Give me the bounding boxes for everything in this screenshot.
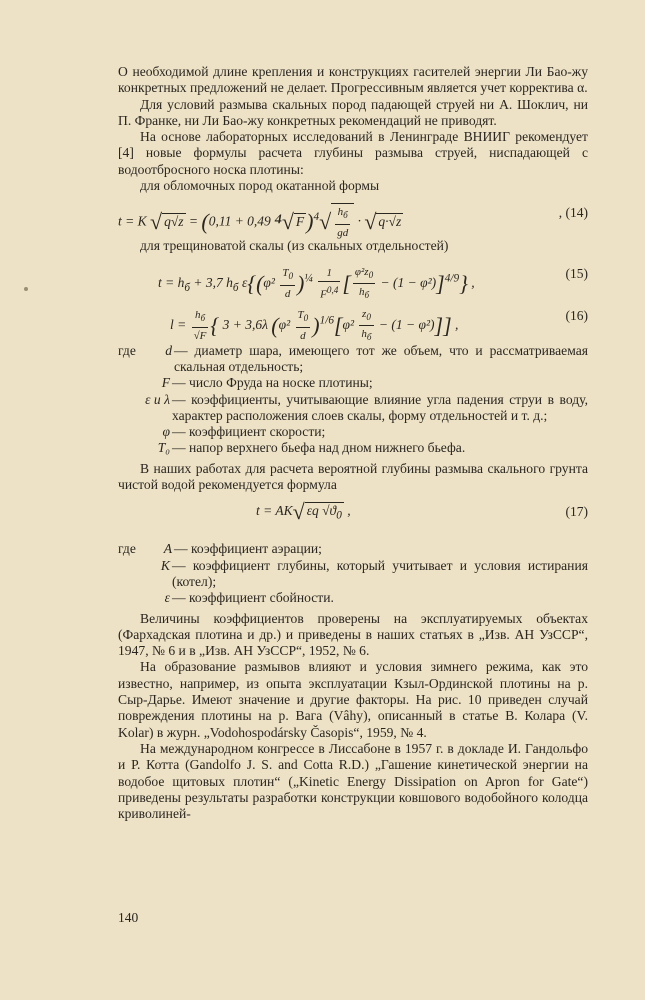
definition-text: — коэффициент скорости; <box>172 424 326 440</box>
definition-row <box>118 424 588 440</box>
definition-row <box>118 590 588 606</box>
definition-text: — коэффициент аэрации; <box>174 541 322 557</box>
definition-symbol: ε и λ <box>145 391 170 407</box>
definition-symbol: K <box>160 557 170 573</box>
equation-16 <box>118 297 588 343</box>
equation-number: (15) <box>565 265 588 281</box>
equation-body: t = AK√ εq $√ϑ_0$ , <box>256 499 351 525</box>
definition-symbol: A <box>163 541 172 557</box>
paragraph: О необходимой длине крепления и конструкциях гасителей энергии Ли Бао-жу конкретных предложений не делает. Прогрессивным является учет корректива α. <box>118 64 588 96</box>
equation-15 <box>118 255 588 301</box>
definition-symbol: ε <box>164 590 170 606</box>
where-label: где <box>118 541 136 557</box>
paragraph: для обломочных пород окатанной формы <box>140 178 380 194</box>
where-label: где <box>118 342 136 358</box>
definition-text: — диаметр шара, имеющего тот же объем, что и рассматриваемая скальная отдельность; <box>174 342 588 374</box>
definition-text: — коэффициенты, учитывающие влияние угла падения струи в воду, характер расположения слоев скалы, форму отдельностей и т. д.; <box>172 391 588 423</box>
definitions-list <box>118 343 588 457</box>
page-speck <box>24 287 28 291</box>
paragraph: Для условий размыва скальных пород падающей струей ни А. Шоклич, ни П. Франке, ни Ли Бао-жу конкретных рекомендаций не приводят. <box>118 96 588 128</box>
definitions-list <box>118 541 588 606</box>
equation-body: $t = h_б + 3,7$ $h_б$ ε{(φ² $\frac{T_0}{d}$ )$^{\frac{1}{4}}$ $\frac{1}{F^{0,4}}$ [ $\frac{\varphi^2z_0}{h_б}$ − (1 − φ²)]$^{4/9}$} , <box>158 265 475 301</box>
equation-14 <box>118 194 588 238</box>
equation-lhs: t = AK <box>256 503 293 519</box>
page-text <box>118 64 588 822</box>
definition-symbol: F <box>161 375 170 391</box>
equation-body: l = $\frac{h_б}{√F}$ { 3 + 3,6λ (φ² $\frac{T_0}{d}$ )$^{1/6}$[φ² $\frac{z_0}{h_б}$ − (1 − φ²)]] , <box>170 307 459 343</box>
definition-symbol: φ <box>162 424 170 440</box>
definition-text: — коэффициент глубины, который учитывает и условия истирания (котел); <box>172 557 588 589</box>
definition-symbol: T₀ <box>157 440 170 456</box>
equation-number: (17) <box>565 504 588 520</box>
definition-row <box>118 392 588 425</box>
definition-symbol: d <box>165 342 172 358</box>
equation-number: (16) <box>565 307 588 323</box>
paragraph: На основе лабораторных исследований в Ленинграде ВНИИГ рекомендует [4] новые формулы расчета глубины размыва струей, ниспадающей с водоотбросного носка плотины: <box>118 129 588 177</box>
definition-row <box>118 375 588 391</box>
paragraph: В наших работах для расчета вероятной глубины размыва скального грунта чистой водой рекомендуется формула <box>118 460 588 493</box>
equation-number: , (14) <box>558 205 588 221</box>
definition-row <box>118 440 588 456</box>
equation-lhs: t = K <box>118 213 147 229</box>
paragraph: для трещиноватой скалы (из скальных отдельностей) <box>140 238 449 254</box>
definition-text: — число Фруда на носке плотины; <box>172 375 373 391</box>
paragraph: На международном конгрессе в Лиссабоне в 1957 г. в докладе И. Гандольфо и Р. Котта (Gandolfo J. S. and Cotta R.D.) „Гашение кинетической энергии на водобое щитовых плотин“ („Kinetic Energy Dissipation on Apron for Gate“) приведены результаты разработки конструкции ковшового водобойного колодца криволиней- <box>118 740 588 822</box>
page-number: 140 <box>118 910 139 925</box>
definition-text: — напор верхнего бьефа над дном нижнего бьефа. <box>172 440 466 456</box>
definition-row <box>118 343 588 376</box>
equation-17 <box>118 493 588 537</box>
definition-text: — коэффициент сбойности. <box>172 590 334 606</box>
equation-lhs: l = <box>170 316 187 332</box>
paragraph: На образование размывов влияют и условия зимнего режима, как это известно, например, из опыта эксплуатации Кзыл-Ординской плотины на р. Сыр-Дарье. Имеют значение и другие факторы. На рис. 10 приведен случай повреждения плотины на р. Вага (Vâhy), описанный в статье В. Колара (V. Kolar) в журн. „Vodohospodársky Časopis“, 1959, № 4. <box>118 659 588 740</box>
equation-lhs: t = h <box>158 274 185 290</box>
equation-body: t = K √ q√z = (0,11 + 0,49 ⁴√ F)$^4$√ $\frac{h_б}{gd}$ · √ q·√z <box>118 203 403 241</box>
definition-row <box>118 558 588 591</box>
definition-row <box>118 541 588 557</box>
paragraph: Величины коэффициентов проверены на эксплуатируемых объектах (Фархадская плотина и др.) и приведены в наших статьях в „Изв. АН УзССР“, 1947, № 6 и в „Изв. АН УзССР“, 1952, № 6. <box>118 610 588 659</box>
